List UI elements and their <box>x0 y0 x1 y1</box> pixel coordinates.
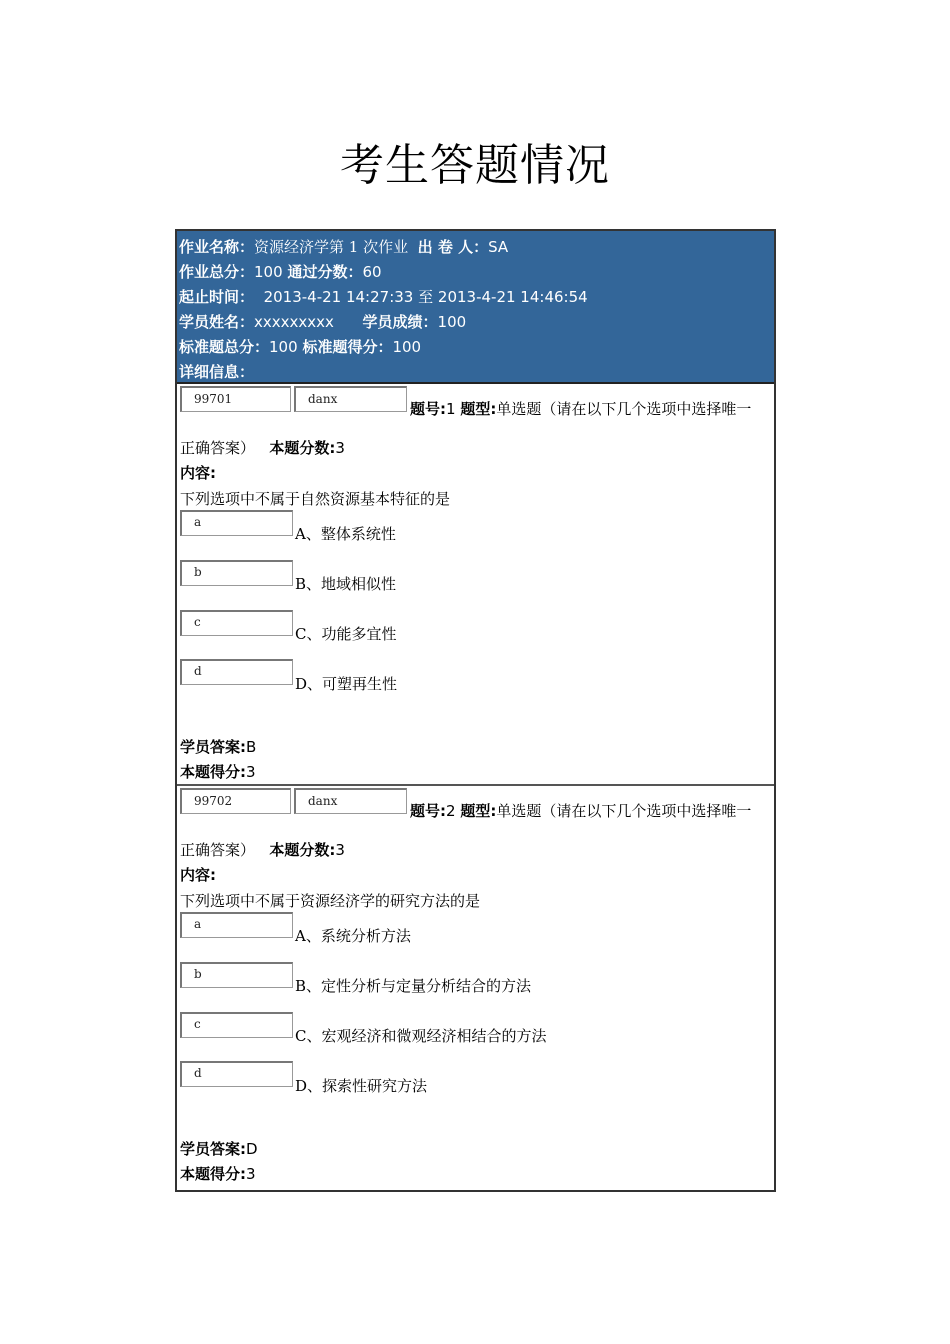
standard-got: 100 <box>392 338 422 356</box>
question-number-label: 题号: <box>410 802 446 820</box>
student-score-label: 学员成绩： <box>362 313 438 331</box>
question-got-label: 本题得分: <box>180 763 246 781</box>
standard-total: 100 <box>269 338 298 356</box>
option-c-text: C、功能多宜性 <box>295 625 397 643</box>
pass-score: 60 <box>362 263 382 281</box>
question-number-label: 题号: <box>410 400 446 418</box>
homework-score-row <box>179 260 772 285</box>
question-header <box>410 800 751 821</box>
question-score-label: 本题分数: <box>269 439 336 457</box>
question-header <box>410 398 751 419</box>
option-b-field[interactable]: b <box>180 560 293 586</box>
standard-score-row <box>179 335 772 360</box>
question-stem: 下列选项中不属于自然资源基本特征的是 <box>180 490 451 508</box>
question-type: 单选题（请在以下几个选项中选择唯一 <box>496 802 752 820</box>
pass-score-label: 通过分数： <box>287 263 363 281</box>
student-answer-label: 学员答案: <box>180 738 246 756</box>
author-label: 出 卷 人： <box>417 238 489 256</box>
question-type-field[interactable]: danx <box>294 788 407 814</box>
option-c-field[interactable]: c <box>180 610 293 636</box>
question-type-continued: 正确答案） <box>180 841 256 859</box>
question-score: 3 <box>335 841 345 859</box>
option-d-text: D、可塑再生性 <box>295 675 398 693</box>
content-label: 内容: <box>180 464 216 482</box>
start-time: 2013-4-21 14:27:33 <box>263 288 414 306</box>
answer-sheet <box>175 229 776 1192</box>
homework-name: 资源经济学第 1 次作业 <box>254 238 409 256</box>
student-answer: B <box>246 738 257 756</box>
option-d-text: D、探索性研究方法 <box>295 1077 428 1095</box>
author: SA <box>488 238 509 256</box>
option-a-text: A、整体系统性 <box>295 525 396 543</box>
question-got: 3 <box>246 763 256 781</box>
student-answer: D <box>246 1140 258 1158</box>
standard-got-label: 标准题得分： <box>302 338 393 356</box>
page-title: 考生答题情况 <box>340 140 610 191</box>
student-answer-label: 学员答案: <box>180 1140 246 1158</box>
question-type-label: 题型: <box>460 802 497 820</box>
student-name: xxxxxxxxx <box>254 313 334 331</box>
question-score-label: 本题分数: <box>269 841 336 859</box>
detail-label: 详细信息： <box>179 363 255 381</box>
option-c-text: C、宏观经济和微观经济相结合的方法 <box>295 1027 547 1045</box>
end-time: 2013-4-21 14:46:54 <box>437 288 588 306</box>
question-type-label: 题型: <box>460 400 497 418</box>
option-b-text: B、地域相似性 <box>295 575 397 593</box>
student-answer-line <box>180 1138 258 1159</box>
question-score: 3 <box>335 439 345 457</box>
time-range-separator: 至 <box>418 288 434 306</box>
question-number: 1 <box>446 400 456 418</box>
homework-name-label: 作业名称： <box>179 238 255 256</box>
student-row <box>179 310 772 335</box>
content-label: 内容: <box>180 866 216 884</box>
question-got-line <box>180 1163 256 1184</box>
question-got-label: 本题得分: <box>180 1165 246 1183</box>
question-block <box>177 786 774 1190</box>
option-b-text: B、定性分析与定量分析结合的方法 <box>295 977 532 995</box>
student-score: 100 <box>437 313 467 331</box>
total-score: 100 <box>254 263 283 281</box>
student-name-label: 学员姓名： <box>179 313 255 331</box>
option-b-field[interactable]: b <box>180 962 293 988</box>
option-d-field[interactable]: d <box>180 659 293 685</box>
question-id-field[interactable]: 99702 <box>180 788 291 814</box>
question-type: 单选题（请在以下几个选项中选择唯一 <box>496 400 752 418</box>
question-type-continued: 正确答案） <box>180 439 256 457</box>
total-score-label: 作业总分： <box>179 263 255 281</box>
option-d-field[interactable]: d <box>180 1061 293 1087</box>
time-range-label: 起止时间： <box>179 288 255 306</box>
question-got-line <box>180 761 256 782</box>
question-type-field[interactable]: danx <box>294 386 407 412</box>
option-c-field[interactable]: c <box>180 1012 293 1038</box>
standard-total-label: 标准题总分： <box>179 338 270 356</box>
question-stem: 下列选项中不属于资源经济学的研究方法的是 <box>180 892 481 910</box>
question-got: 3 <box>246 1165 256 1183</box>
option-a-text: A、系统分析方法 <box>295 927 411 945</box>
question-block <box>177 384 774 786</box>
question-number: 2 <box>446 802 456 820</box>
homework-name-row <box>179 235 772 260</box>
question-score-line <box>180 437 345 458</box>
time-range-row <box>179 285 772 310</box>
detail-row <box>179 360 772 385</box>
question-score-line <box>180 839 345 860</box>
homework-info-header <box>177 231 774 384</box>
option-a-field[interactable]: a <box>180 912 293 938</box>
question-id-field[interactable]: 99701 <box>180 386 291 412</box>
option-a-field[interactable]: a <box>180 510 293 536</box>
student-answer-line <box>180 736 256 757</box>
